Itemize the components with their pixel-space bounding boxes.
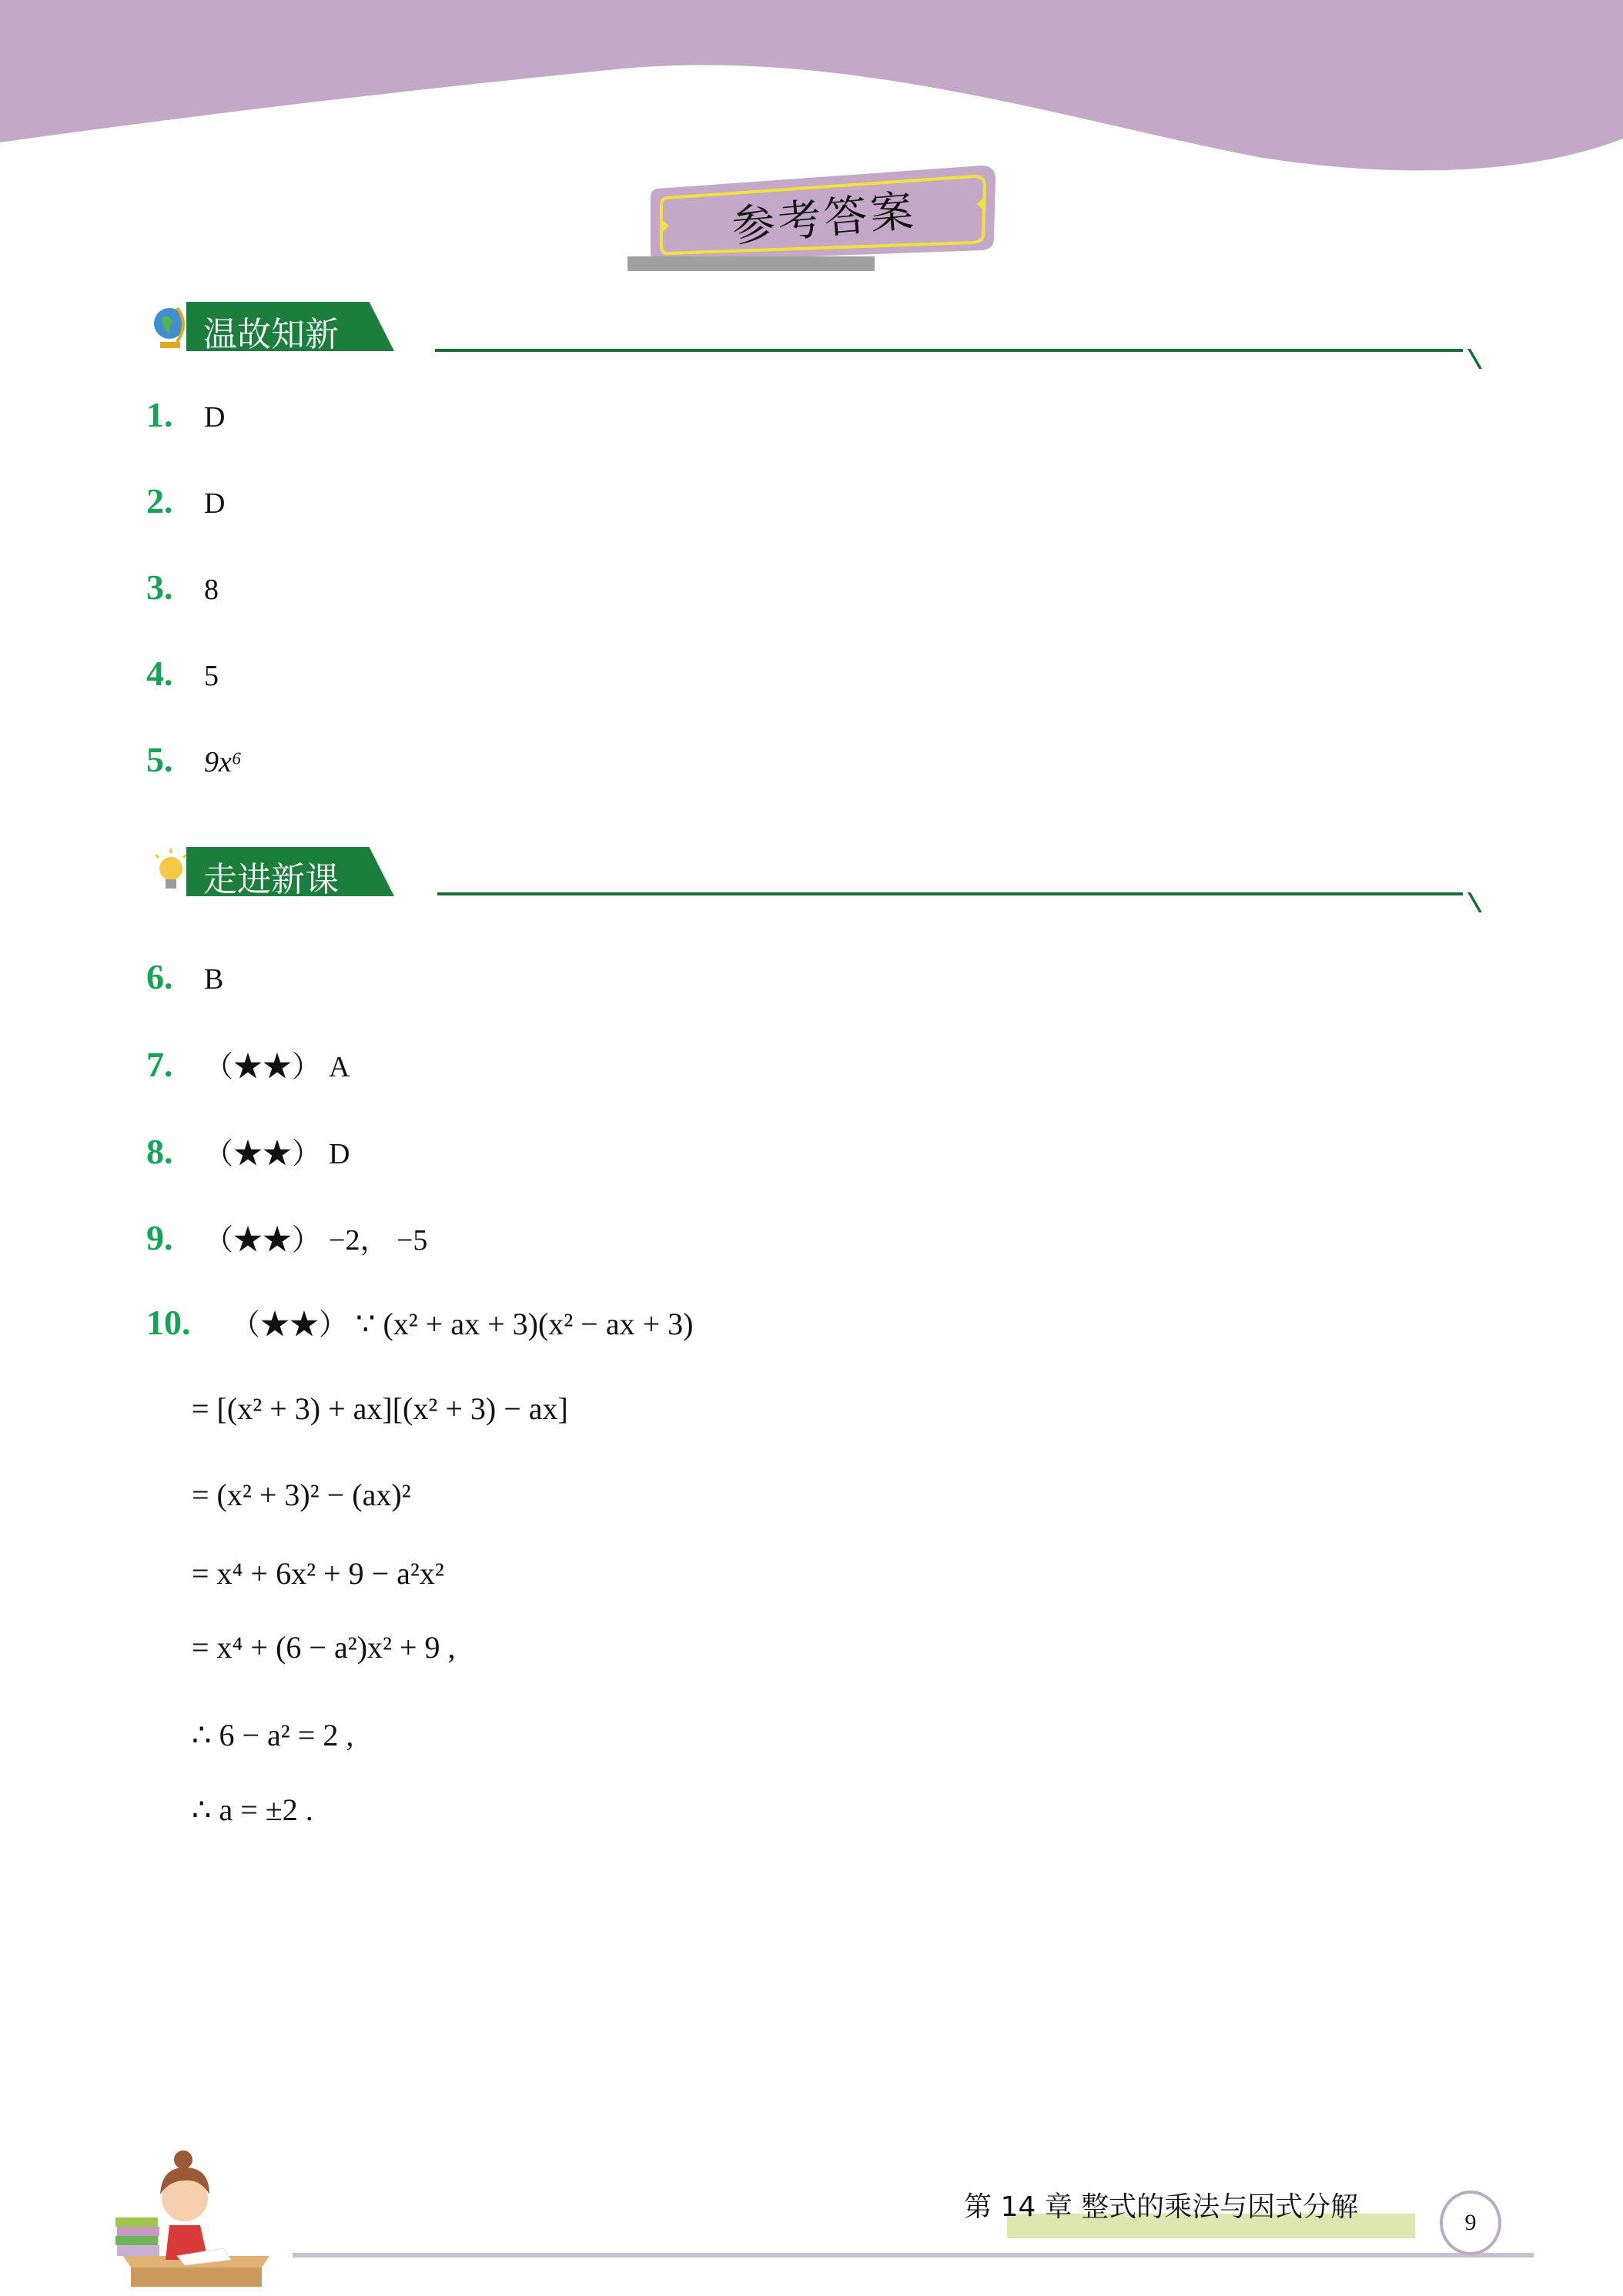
section-divider bbox=[435, 349, 1463, 352]
answer-item bbox=[146, 653, 219, 694]
top-banner bbox=[0, 0, 1623, 177]
section-title: 温故知新 bbox=[203, 315, 339, 354]
page-number-text: 9 bbox=[1464, 2210, 1477, 2235]
page-title: 参考答案 bbox=[730, 186, 919, 253]
solution-line: ∴ 6 − a² = 2 , bbox=[192, 1718, 354, 1752]
solution-line: = [(x² + 3) + ax][(x² + 3) − ax] bbox=[192, 1391, 568, 1426]
item-number: 1. bbox=[146, 395, 173, 434]
page-number bbox=[1440, 2191, 1501, 2255]
item-answer: D bbox=[204, 401, 226, 433]
solution-line: = (x² + 3)² − (ax)² bbox=[192, 1478, 411, 1512]
answer-item bbox=[146, 1043, 350, 1085]
item-answer: D bbox=[204, 487, 226, 520]
item-answer: A bbox=[329, 1051, 350, 1083]
item-number: 4. bbox=[146, 654, 173, 693]
answer-item bbox=[146, 394, 225, 435]
section-header-review bbox=[151, 302, 390, 354]
solution-line: = x⁴ + (6 − a²)x² + 9 , bbox=[192, 1630, 456, 1665]
item-answer: 8 bbox=[204, 574, 219, 606]
answer-item bbox=[146, 1130, 350, 1172]
solution-line: ∴ a = ±2 . bbox=[192, 1792, 313, 1827]
item-number: 5. bbox=[146, 740, 173, 779]
difficulty-stars: （★★） bbox=[204, 1051, 322, 1083]
difficulty-stars: （★★） bbox=[231, 1309, 349, 1341]
girl-studying-illustration bbox=[108, 2125, 316, 2287]
item-number: 6. bbox=[146, 957, 173, 996]
footer-divider bbox=[293, 2253, 1534, 2258]
item-answer: 9x⁶ bbox=[204, 746, 243, 778]
answer-item bbox=[146, 1216, 427, 1258]
chapter-title: 第 14 章 整式的乘法与因式分解 bbox=[964, 2191, 1359, 2223]
item-number: 2. bbox=[146, 481, 173, 520]
item-number: 7. bbox=[146, 1045, 173, 1084]
answer-item bbox=[146, 956, 223, 997]
answer-item bbox=[146, 567, 219, 607]
answer-item bbox=[146, 480, 225, 521]
section-header-new-lesson bbox=[151, 847, 390, 899]
item-number: 3. bbox=[146, 567, 173, 607]
item-answer: D bbox=[329, 1138, 350, 1170]
item-number: 8. bbox=[146, 1132, 173, 1171]
difficulty-stars: （★★） bbox=[204, 1138, 322, 1170]
item-answer: B bbox=[204, 963, 224, 996]
item-number: 10. bbox=[146, 1303, 191, 1342]
section-title: 走进新课 bbox=[203, 860, 339, 899]
solution-line: = x⁴ + 6x² + 9 − a²x² bbox=[192, 1556, 444, 1591]
item-answer: ∵ (x² + ax + 3)(x² − ax + 3) bbox=[356, 1307, 694, 1341]
item-answer: −2， −5 bbox=[329, 1224, 428, 1257]
item-answer: 5 bbox=[204, 660, 219, 692]
answer-item bbox=[146, 1300, 693, 1343]
answer-item bbox=[146, 739, 242, 780]
section-divider bbox=[437, 892, 1463, 895]
sign-base bbox=[627, 256, 875, 271]
item-number: 9. bbox=[146, 1218, 173, 1257]
difficulty-stars: （★★） bbox=[204, 1224, 322, 1257]
